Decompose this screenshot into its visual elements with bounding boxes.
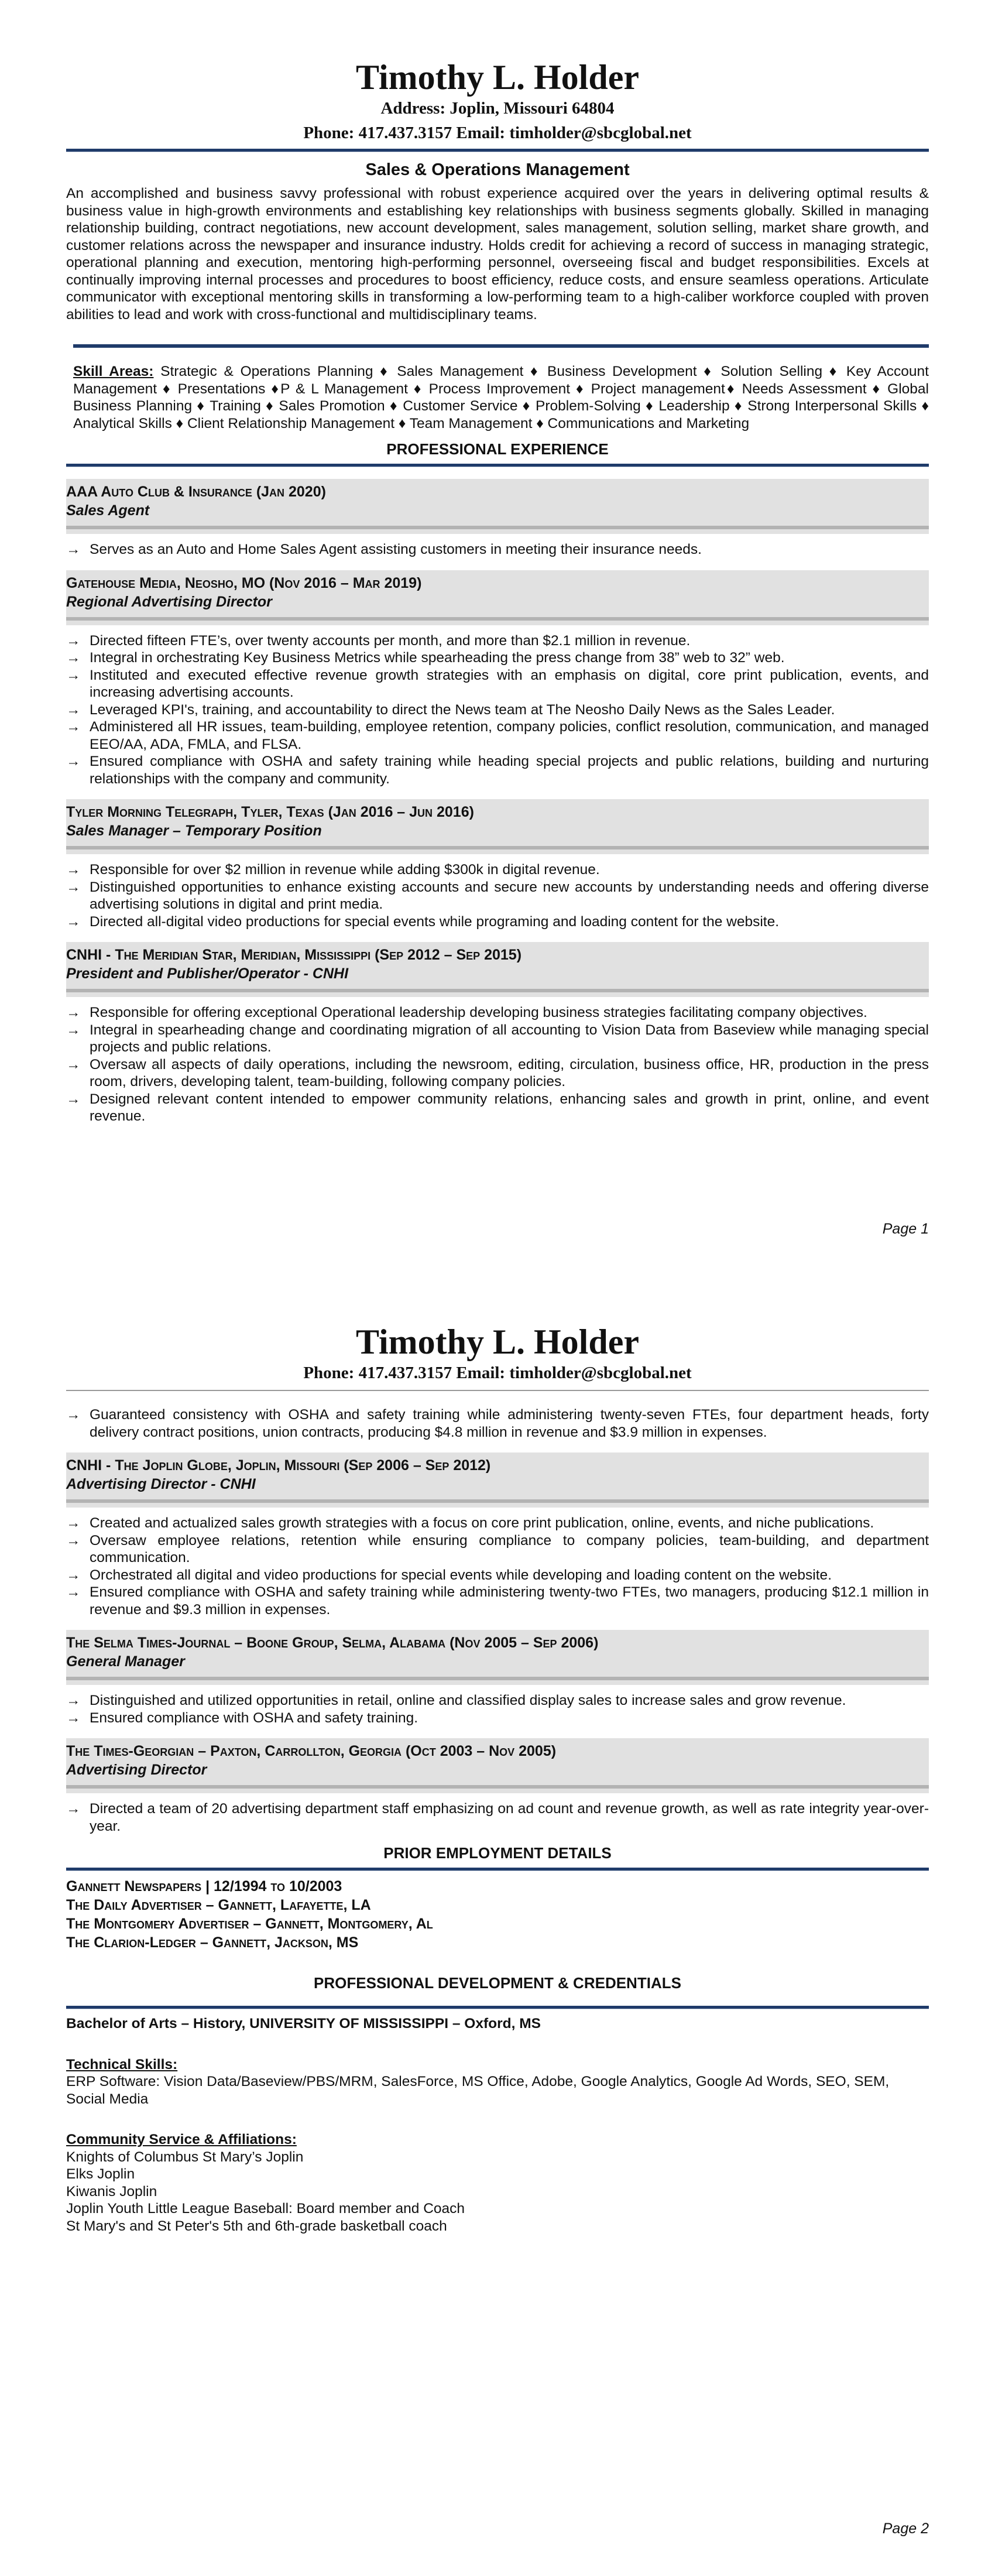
divider [66,2006,929,2009]
community-item: Elks Joplin [66,2166,135,2182]
job-company: CNHI - The Meridian Star, Meridian, Mississippi (Sep 2012 – Sep 2015) [66,947,522,963]
arrow-icon: → [66,1091,81,1107]
arrow-icon: → [66,632,81,649]
divider [66,1499,929,1503]
bullet-item: → Administered all HR issues, team-building, employee retention, company policies, conflict resolution, communication, and managed EEO/AA, ADA, FMLA, and FLSA. [66,719,929,752]
bullet-item: → Ensured compliance with OSHA and safety training while administering twenty-two FTEs, two managers, producing $12.1 million in revenue and $9.3 million in expenses. [66,1584,929,1618]
job-header [66,570,929,625]
prior-item: The Daily Advertiser – Gannett, Lafayette, LA [66,1897,371,1913]
phone-email: Phone: 417.437.3157 Email: timholder@sbcglobal.net [303,124,692,142]
job-header [66,799,929,854]
arrow-icon: → [66,1532,81,1549]
divider [66,526,929,529]
technical-skills [66,2056,929,2108]
technical-skills-text: ERP Software: Vision Data/Baseview/PBS/MRM, SalesForce, MS Office, Adobe, Google Analytics, Google Ad Words, SEO, SEM, Social Media [66,2074,890,2107]
page-number: Page 1 [882,1221,929,1237]
arrow-icon: → [66,1005,81,1020]
bullet-item: → Serves as an Auto and Home Sales Agent assisting customers in meeting their insurance needs. [66,542,702,557]
arrow-icon: → [66,1407,81,1423]
bullet-item: → Oversaw employee relations, retention while ensuring compliance to company policies, team-building, and department communication. [66,1532,929,1566]
arrow-icon: → [66,667,81,683]
bullet-list [66,1406,929,1441]
candidate-name: Timothy L. Holder [356,58,639,97]
technical-skills-label: Technical Skills: [66,2056,178,2073]
headline: Sales & Operations Management [365,160,630,179]
section-heading-prior: PRIOR EMPLOYMENT DETAILS [383,1844,612,1862]
prior-employment [66,1877,929,1952]
arrow-icon: → [66,862,81,878]
divider [66,1785,929,1789]
skill-areas [73,363,929,432]
bullet-list [66,1515,929,1618]
job-header [66,1453,929,1508]
divider [73,344,929,348]
bullet-list [66,1800,929,1835]
section-heading-experience: PROFESSIONAL EXPERIENCE [386,440,609,458]
arrow-icon: → [66,1567,81,1583]
arrow-icon: → [66,1710,81,1726]
job-header [66,1738,929,1793]
divider [66,846,929,849]
job-company: CNHI - The Joplin Globe, Joplin, Missouri (Sep 2006 – Sep 2012) [66,1457,491,1474]
divider [66,149,929,152]
bullet-item: → Guaranteed consistency with OSHA and safety training while administering twenty-seven FTEs, four department heads, forty delivery contract positions, union contracts, producing $4.8 million in revenue and $3.9 million in expenses. [66,1407,929,1440]
divider [66,464,929,467]
bullet-item: → Orchestrated all digital and video productions for special events while developing and loading content on the website. [66,1567,832,1583]
divider [66,1677,929,1680]
divider [66,1390,929,1391]
bullet-item: → Leveraged KPI's, training, and accountability to direct the News team at The Neosho Daily News as the Sales Leader. [66,701,835,718]
job-title: General Manager [66,1653,185,1670]
bullet-item: → Integral in spearheading change and coordinating migration of all accounting to Vision Data from Baseview while managing special projects and public relations. [66,1022,929,1055]
arrow-icon: → [66,542,81,557]
job-company: Gatehouse Media, Neosho, MO (Nov 2016 – Mar 2019) [66,574,422,591]
job-company: Tyler Morning Telegraph, Tyler, Texas (Jan 2016 – Jun 2016) [66,804,474,820]
bullet-item: → Responsible for over $2 million in revenue while adding $300k in digital revenue. [66,862,600,878]
section-heading-development: PROFESSIONAL DEVELOPMENT & CREDENTIALS [314,1974,681,1992]
job-title: Advertising Director [66,1762,207,1778]
community-service [66,2131,929,2235]
bullet-list [66,861,929,930]
arrow-icon: → [66,753,81,769]
bullet-list [66,632,929,788]
divider [66,1868,929,1871]
arrow-icon: → [66,719,81,735]
community-item: St Mary's and St Peter's 5th and 6th-grade basketball coach [66,2218,447,2234]
arrow-icon: → [66,1584,81,1600]
bullet-item: → Distinguished opportunities to enhance existing accounts and secure new accounts by understanding needs and offering diverse advertising solutions in digital and print media. [66,879,929,912]
bullet-list [66,1692,929,1727]
job-header [66,479,929,534]
divider [66,617,929,621]
bullet-item: → Ensured compliance with OSHA and safety training. [66,1710,418,1726]
divider [66,989,929,992]
bullet-item: → Directed fifteen FTE’s, over twenty accounts per month, and more than $2.1 million in revenue. [66,632,691,649]
job-list [66,1453,929,1835]
resume-page-2 [0,1288,995,2576]
bullet-item: → Responsible for offering exceptional Operational leadership developing business strategies facilitating company objectives. [66,1005,867,1020]
job-title: Advertising Director - CNHI [66,1476,256,1492]
job-company: The Selma Times-Journal – Boone Group, Selma, Alabama (Nov 2005 – Sep 2006) [66,1635,599,1651]
prior-item: The Montgomery Advertiser – Gannett, Montgomery, Al [66,1916,433,1932]
job-title: Regional Advertising Director [66,593,272,610]
job-company: AAA Auto Club & Insurance (Jan 2020) [66,484,326,500]
job-header [66,1630,929,1685]
bullet-item: → Directed a team of 20 advertising department staff emphasizing on ad count and revenue growth, as well as rate integrity year-over-year. [66,1801,929,1834]
job-title: President and Publisher/Operator - CNHI [66,965,349,982]
address: Address: Joplin, Missouri 64804 [380,99,615,118]
arrow-icon: → [66,879,81,895]
arrow-icon: → [66,1056,81,1073]
job-title: Sales Manager – Temporary Position [66,823,322,839]
arrow-icon: → [66,913,81,930]
prior-item: The Clarion-Ledger – Gannett, Jackson, MS [66,1934,359,1951]
job-header [66,942,929,997]
bullet-item: → Created and actualized sales growth strategies with a focus on core print publication, online, events, and niche publications. [66,1515,874,1531]
bullet-item: → Oversaw all aspects of daily operations, including the newsroom, editing, circulation, business office, HR, production in the press room, drivers, developing talent, team-building, following company policies. [66,1056,929,1090]
bullet-item: → Integral in orchestrating Key Business Metrics while spearheading the press change from 38” web to 32” web. [66,650,785,666]
bullet-item: → Directed all-digital video productions for special events while programing and loading content for the website. [66,913,780,930]
bullet-list [66,1004,929,1125]
page-number: Page 2 [882,2520,929,2537]
candidate-name: Timothy L. Holder [356,1323,639,1361]
summary: An accomplished and business savvy professional with robust experience acquired over the years in delivering optimal results & business value in high-growth environments and establishing key relationships with business segments globally. Skilled in managing relationship building, contract negotiations, new account development, sales management, solution selling, market share growth, and customer relations across the newspaper and insurance industry. Holds credit for achieving a record of success in managing strategic, operational planning and execution, mentoring high-performing personnel, overseeing fiscal and budget responsibilities. Excels at continually improving internal processes and procedures to boost efficiency, reduce costs, and ensure seamless operations. Articulate communicator with exceptional mentoring skills in transforming a low-performing team to a high-caliber workforce coupled with proven abilities to lead and work with cross-functional and multidisciplinary teams. [66,186,929,323]
arrow-icon: → [66,1515,81,1531]
bullet-item: → Ensured compliance with OSHA and safety training while heading special projects and public relations, building and nurturing relationships with the company and community. [66,753,929,787]
prior-item: Gannett Newspapers | 12/1994 to 10/2003 [66,1878,342,1895]
skill-areas-text: Strategic & Operations Planning ♦ Sales Management ♦ Business Development ♦ Solution Selling ♦ Key Account Management ♦ Presentations ♦P & L Management ♦ Process Improvement ♦ Project management♦ Needs Assessment ♦ Global Business Planning ♦ Training ♦ Sales Promotion ♦ Customer Service ♦ Problem-Solving ♦ Leadership ♦ Strong Interpersonal Skills ♦ Analytical Skills ♦ Client Relationship Management ♦ Team Management ♦ Communications and Marketing [73,364,929,431]
bullet-item: → Designed relevant content intended to empower community relations, enhancing sales and growth in print, online, and event revenue. [66,1091,929,1124]
community-label: Community Service & Affiliations: [66,2132,297,2147]
community-item: Joplin Youth Little League Baseball: Board member and Coach [66,2201,465,2217]
job-list [66,479,929,1125]
arrow-icon: → [66,1022,81,1038]
job-title: Sales Agent [66,502,150,519]
arrow-icon: → [66,1693,81,1708]
degree: Bachelor of Arts – History, UNIVERSITY OF MISSISSIPPI – Oxford, MS [66,2016,541,2032]
bullet-list [66,541,929,559]
bullet-item: → Distinguished and utilized opportunities in retail, online and classified display sales to increase sales and grow revenue. [66,1693,846,1708]
phone-email: Phone: 417.437.3157 Email: timholder@sbcglobal.net [303,1364,692,1382]
job-company: The Times-Georgian – Paxton, Carrollton, Georgia (Oct 2003 – Nov 2005) [66,1743,557,1759]
bullet-item: → Instituted and executed effective revenue growth strategies with an emphasis on digital, core print publication, events, and increasing advertising accounts. [66,667,929,700]
arrow-icon: → [66,1801,81,1817]
arrow-icon: → [66,650,81,666]
community-item: Knights of Columbus St Mary’s Joplin [66,2149,304,2165]
arrow-icon: → [66,701,81,718]
community-item: Kiwanis Joplin [66,2183,157,2200]
skill-areas-label: Skill Areas: [73,364,154,379]
